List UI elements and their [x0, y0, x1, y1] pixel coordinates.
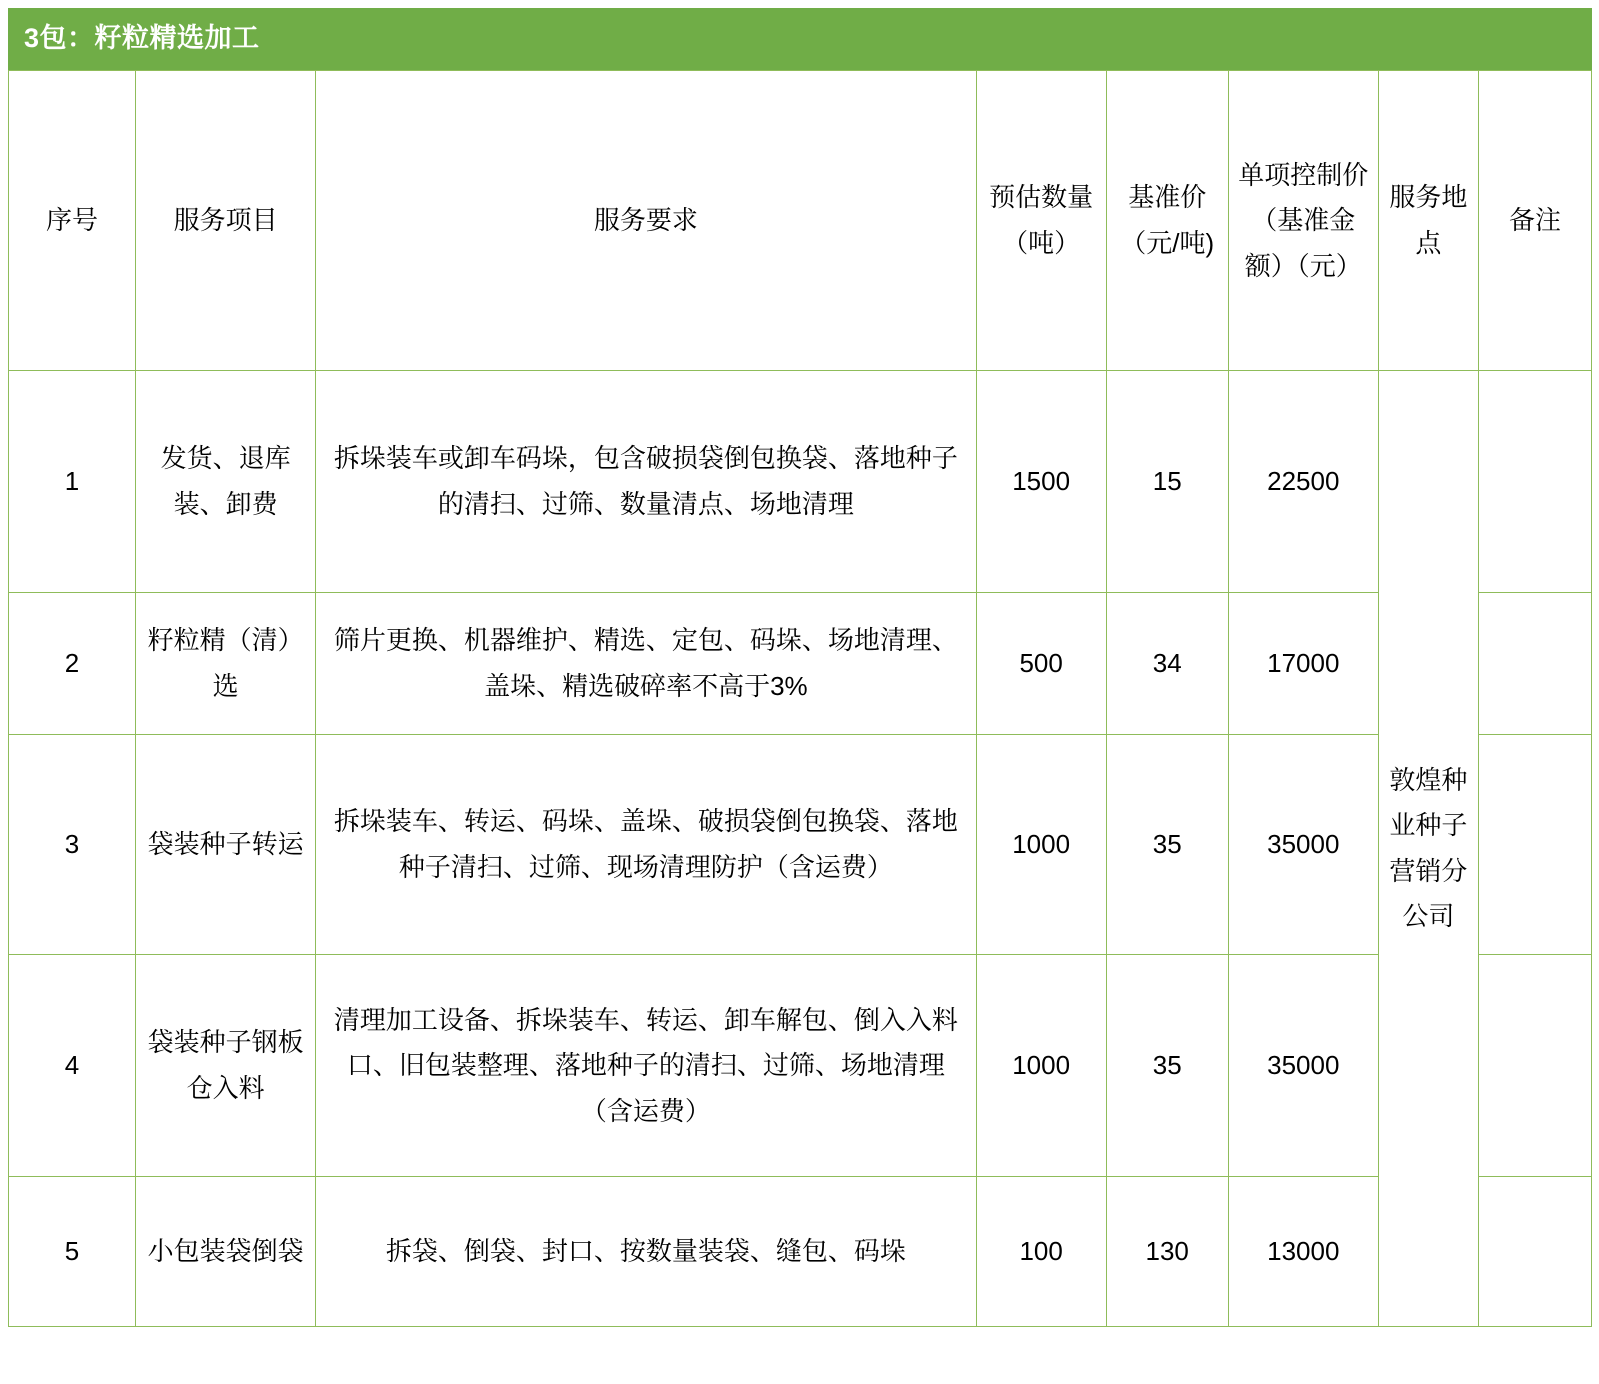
cell-total: 22500 — [1228, 371, 1378, 593]
cell-quantity: 1000 — [976, 735, 1106, 955]
cell-service-requirement: 拆垛装车或卸车码垛，包含破损袋倒包换袋、落地种子的清扫、过筛、数量清点、场地清理 — [316, 371, 976, 593]
cell-index: 1 — [9, 371, 136, 593]
header-estimated-quantity: 预估数量（吨） — [976, 71, 1106, 371]
document-page — [0, 8, 1599, 1327]
table-header — [9, 71, 1592, 371]
header-service-place: 服务地点 — [1378, 71, 1478, 371]
cell-service-item: 袋装种子转运 — [136, 735, 316, 955]
table-row — [9, 1177, 1592, 1327]
package-title-band: 3包：籽粒精选加工 — [8, 8, 1592, 70]
cell-index: 3 — [9, 735, 136, 955]
cell-index: 5 — [9, 1177, 136, 1327]
cell-service-requirement: 拆袋、倒袋、封口、按数量装袋、缝包、码垛 — [316, 1177, 976, 1327]
cell-total: 35000 — [1228, 735, 1378, 955]
cell-service-item: 袋装种子钢板仓入料 — [136, 955, 316, 1177]
cell-remark — [1478, 371, 1591, 593]
cell-index: 2 — [9, 593, 136, 735]
cell-quantity: 100 — [976, 1177, 1106, 1327]
cell-service-requirement: 筛片更换、机器维护、精选、定包、码垛、场地清理、盖垛、精选破碎率不高于3% — [316, 593, 976, 735]
service-spec-table — [8, 70, 1592, 1327]
table-row — [9, 371, 1592, 593]
cell-total: 35000 — [1228, 955, 1378, 1177]
cell-remark — [1478, 955, 1591, 1177]
cell-remark — [1478, 593, 1591, 735]
cell-index: 4 — [9, 955, 136, 1177]
cell-base-price: 35 — [1106, 955, 1228, 1177]
cell-base-price: 15 — [1106, 371, 1228, 593]
table-row — [9, 593, 1592, 735]
cell-quantity: 1500 — [976, 371, 1106, 593]
cell-base-price: 35 — [1106, 735, 1228, 955]
table-row — [9, 955, 1592, 1177]
cell-quantity: 1000 — [976, 955, 1106, 1177]
table-row — [9, 735, 1592, 955]
header-service-requirement: 服务要求 — [316, 71, 976, 371]
cell-service-item: 籽粒精（清）选 — [136, 593, 316, 735]
cell-service-item: 发货、退库装、卸费 — [136, 371, 316, 593]
cell-remark — [1478, 735, 1591, 955]
table-body — [9, 371, 1592, 1327]
cell-service-item: 小包装袋倒袋 — [136, 1177, 316, 1327]
cell-quantity: 500 — [976, 593, 1106, 735]
cell-service-place: 敦煌种业种子营销分公司 — [1378, 371, 1478, 1327]
cell-remark — [1478, 1177, 1591, 1327]
cell-base-price: 34 — [1106, 593, 1228, 735]
table-header-row — [9, 71, 1592, 371]
header-control-price: 单项控制价（基准金额）（元） — [1228, 71, 1378, 371]
cell-service-requirement: 拆垛装车、转运、码垛、盖垛、破损袋倒包换袋、落地种子清扫、过筛、现场清理防护（含运费） — [316, 735, 976, 955]
cell-service-requirement: 清理加工设备、拆垛装车、转运、卸车解包、倒入入料口、旧包装整理、落地种子的清扫、过筛、场地清理（含运费） — [316, 955, 976, 1177]
header-base-price: 基准价（元/吨) — [1106, 71, 1228, 371]
cell-total: 13000 — [1228, 1177, 1378, 1327]
header-service-item: 服务项目 — [136, 71, 316, 371]
header-index: 序号 — [9, 71, 136, 371]
header-remark: 备注 — [1478, 71, 1591, 371]
cell-total: 17000 — [1228, 593, 1378, 735]
cell-base-price: 130 — [1106, 1177, 1228, 1327]
